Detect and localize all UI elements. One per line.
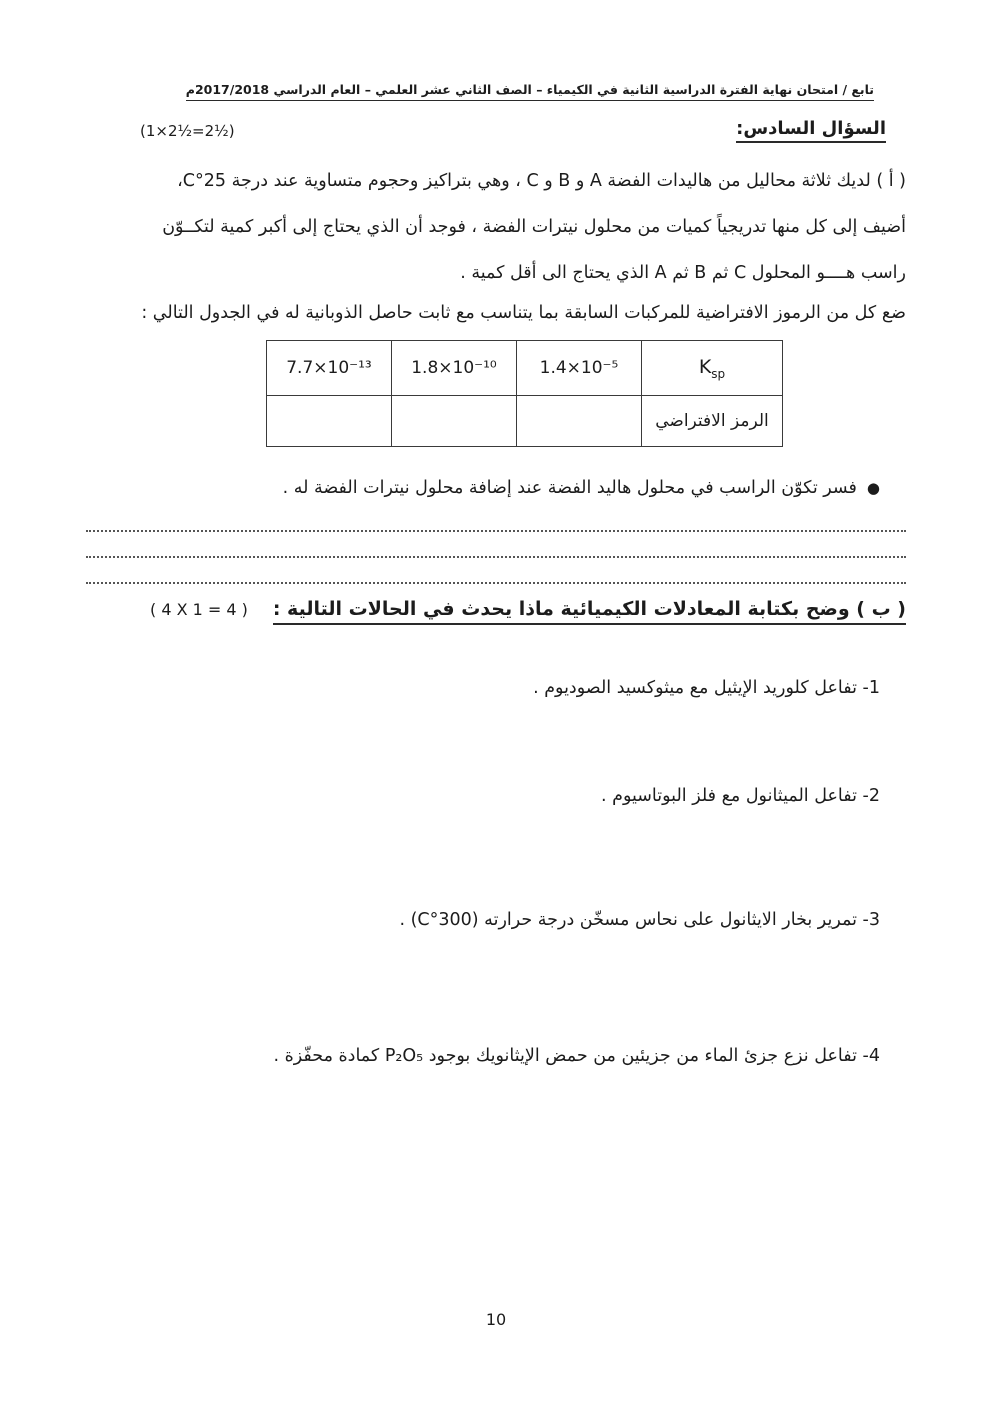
- ksp-value-2: 1.8×10⁻¹⁰: [392, 341, 517, 396]
- ksp-value-3: 1.4×10⁻⁵: [517, 341, 642, 396]
- part-b-item-3: 3- تمرير بخار الايثانول على نحاس مسخّن درجة حرارته (300°C) .: [399, 910, 880, 930]
- exam-header: تابع / امتحان نهاية الفترة الدراسية الثانية في الكيمياء – الصف الثاني عشر العلمي – العام الدراسي 2017/2018م: [186, 82, 874, 101]
- ksp-table: [266, 340, 783, 447]
- bullet-icon: ●: [866, 479, 880, 497]
- answer-dotted-line: [86, 556, 906, 558]
- symbol-row-label: الرمز الافتراضي: [642, 396, 783, 447]
- question-title: السؤال السادس:: [736, 118, 886, 143]
- part-b-item-1: 1- تفاعل كلوريد الإيثيل مع ميثوكسيد الصوديوم .: [533, 678, 880, 698]
- part-b-item-4: 4- تفاعل نزع جزئ الماء من جزيئين من حمض الإيثانويك بوجود P₂O₅ كمادة محفّزة .: [273, 1046, 880, 1066]
- answer-cell-1: [267, 396, 392, 447]
- answer-dotted-line: [86, 530, 906, 532]
- answer-cell-3: [517, 396, 642, 447]
- part-b-heading: ( ب ) وضح بكتابة المعادلات الكيميائية ماذا يحدث في الحالات التالية :: [273, 598, 906, 625]
- ksp-symbol: $K_{sp}$: [698, 355, 726, 381]
- answer-dotted-line: [86, 582, 906, 584]
- ksp-header-cell: [642, 341, 783, 396]
- question-marks: (1×2½=2½): [140, 122, 235, 140]
- part-a-line-1: ( أ ) لديك ثلاثة محاليل من هاليدات الفضة A و B و C ، وهي بتراكيز وحجوم متساوية عند درجة 25°C،: [177, 171, 906, 191]
- table-instruction: ضع كل من الرموز الافتراضية للمركبات السابقة بما يتناسب مع ثابت حاصل الذوبانية له في الجدول التالي :: [141, 303, 906, 323]
- bullet-question: [283, 478, 880, 498]
- table-row: [267, 396, 783, 447]
- part-a-line-2: أضيف إلى كل منها تدريجياً كميات من محلول نيترات الفضة ، فوجد أن الذي يحتاج إلى أكبر كمية لتكــوّن: [162, 217, 906, 237]
- part-b-item-2: 2- تفاعل الميثانول مع فلز البوتاسيوم .: [600, 786, 880, 806]
- table-row: [267, 341, 783, 396]
- part-a-line-3: راسب هــــو المحلول C ثم B ثم A الذي يحتاج الى أقل كمية .: [460, 263, 906, 283]
- page-number: 10: [485, 1310, 507, 1329]
- part-b-marks: ( 4 X 1 = 4 ): [150, 600, 248, 619]
- ksp-value-1: 7.7×10⁻¹³: [267, 341, 392, 396]
- part-a-paragraph: [86, 158, 906, 296]
- bullet-text: فسر تكوّن الراسب في محلول هاليد الفضة عند إضافة محلول نيترات الفضة له .: [282, 478, 857, 498]
- answer-cell-2: [392, 396, 517, 447]
